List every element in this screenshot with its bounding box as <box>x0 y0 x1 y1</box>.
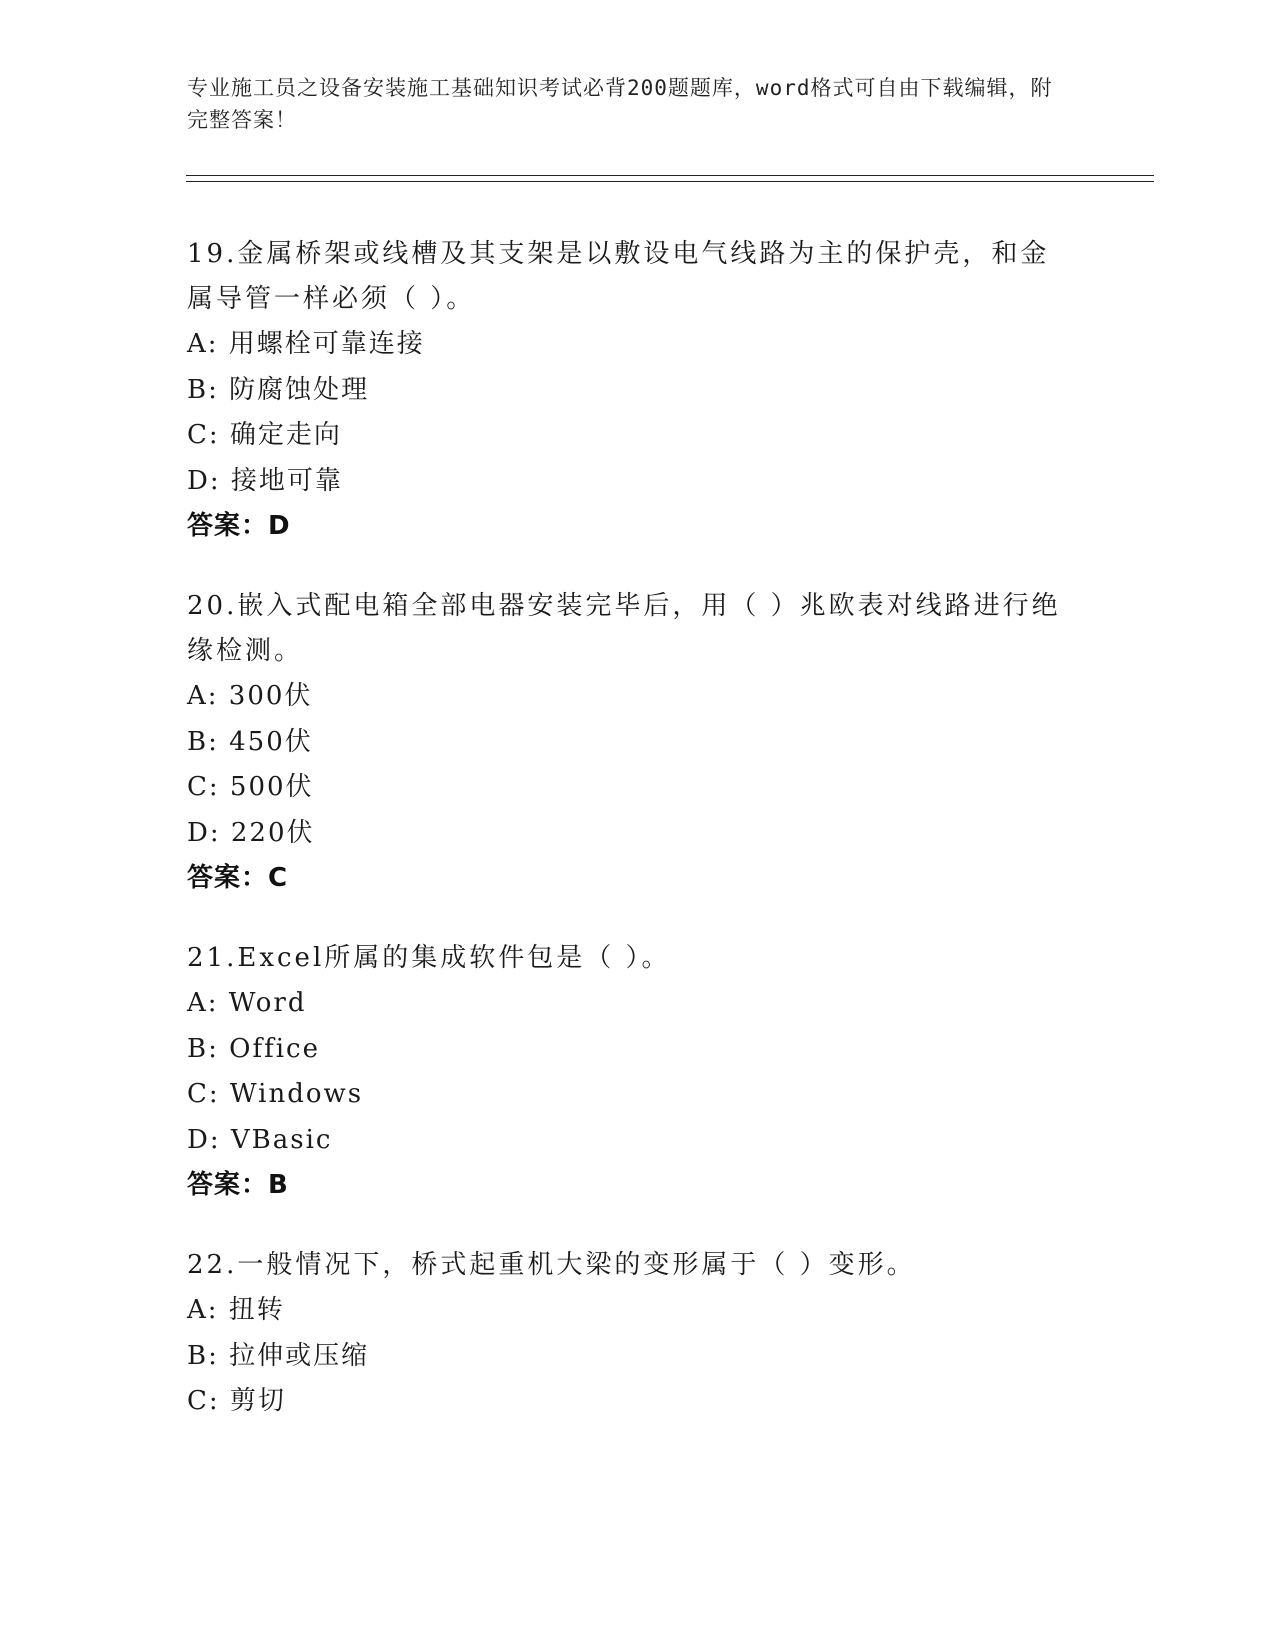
option-b: B: Office <box>187 1033 320 1064</box>
question-22 <box>187 1243 1077 1425</box>
question-stem: 19.金属桥架或线槽及其支架是以敷设电气线路为主的保护壳，和金属导管一样必须（ ）。 <box>187 239 1050 314</box>
question-21 <box>187 936 1077 1208</box>
option-c: C: 剪切 <box>187 1386 286 1416</box>
question-stem: 21.Excel所属的集成软件包是（ ）。 <box>187 943 671 973</box>
option-d: D: VBasic <box>187 1124 333 1155</box>
option-a: A: 用螺栓可靠连接 <box>187 329 425 359</box>
header-divider-bottom <box>186 181 1154 182</box>
document-header: 专业施工员之设备安装施工基础知识考试必背200题题库，word格式可自由下载编辑，附完整答案！ <box>187 76 1053 132</box>
question-list <box>187 232 1077 1460</box>
option-c: C: 500伏 <box>187 772 314 802</box>
option-d: D: 220伏 <box>187 817 315 848</box>
question-stem: 20.嵌入式配电箱全部电器安装完毕后，用（ ）兆欧表对线路进行绝缘检测。 <box>187 591 1061 666</box>
answer: 答案：C <box>187 863 289 893</box>
option-a: A: Word <box>187 988 307 1018</box>
option-a: A: 扭转 <box>187 1295 285 1325</box>
question-stem: 22.一般情况下，桥式起重机大梁的变形属于（ ）变形。 <box>187 1250 916 1280</box>
header-divider-top <box>186 175 1154 176</box>
question-20 <box>187 584 1077 901</box>
option-c: C: Windows <box>187 1079 364 1109</box>
answer: 答案：B <box>187 1170 289 1200</box>
option-d: D: 接地可靠 <box>187 465 343 496</box>
option-b: B: 450伏 <box>187 726 313 757</box>
question-19 <box>187 232 1077 549</box>
option-c: C: 确定走向 <box>187 420 342 450</box>
option-b: B: 防腐蚀处理 <box>187 374 370 405</box>
answer: 答案：D <box>187 511 291 541</box>
option-a: A: 300伏 <box>187 681 313 711</box>
option-b: B: 拉伸或压缩 <box>187 1340 370 1371</box>
